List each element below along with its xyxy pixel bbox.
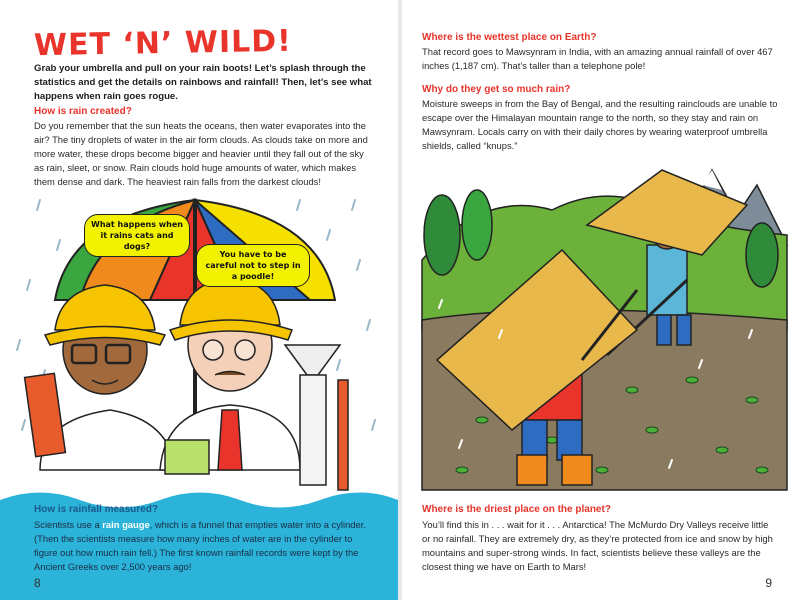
rain-created-heading: How is rain created? [34, 106, 132, 117]
left-page [0, 0, 398, 600]
right-page [402, 0, 800, 600]
why-so-much-rain-heading: Why do they get so much rain? [422, 84, 571, 95]
wettest-place-heading: Where is the wettest place on Earth? [422, 32, 597, 43]
rainfall-measured-heading: How is rainfall measured? [34, 504, 158, 515]
speech-bubble-question: What happens when it rains cats and dogs? [84, 214, 190, 257]
why-so-much-rain-text: Moisture sweeps in from the Bay of Bengal, and the resulting rainclouds are unable to escape over the Himalayan mountain range to the north, so they stay and rain on Mawsynram. Locals carry on with their daily chores by wearing waterproof umbrella shields, called “knups.” [422, 98, 778, 151]
rain-created-text: Do you remember that the sun heats the oceans, then water evaporates into the air? The tiny droplets of water in the air form clouds. As clouds take on more and more water, these drops become bigger and heavier until they fall out of the sky as rain, sleet, or snow. Rain clouds hold huge amounts of water, which makes them dense and dark. The heaviest rain falls from the darkest clouds! [34, 120, 368, 187]
driest-place-text: You’ll find this in . . . wait for it . . . Antarctica! The McMurdo Dry Valleys receive little or no rainfall. They are extremely dry, as they’re protected from ice and snow by high mountains and super-strong winds. In fact, scientists believe these valleys are the closest thing we have on Earth to Mars! [422, 519, 773, 572]
rain-gauge-term: rain gauge [102, 519, 150, 530]
page-number-left: 8 [34, 576, 41, 590]
wettest-place-text: That record goes to Mawsynram in India, with an amazing annual rainfall of over 467 inches (1,187 cm). That’s taller than a telephone pole! [422, 46, 773, 71]
scientist-man [160, 278, 300, 474]
intro-text: Grab your umbrella and pull on your rain boots! Let’s splash through the statistics and get the details on rainbows and rainfall! Then, let’s see what happens when rain goes rogue. [34, 63, 372, 102]
driest-place-heading: Where is the driest place on the planet? [422, 504, 611, 515]
page-title: WET ‘N’ WILD! [33, 23, 293, 64]
scientist-woman [25, 285, 175, 470]
rainfall-text-part: , which is a funnel that empties water into a cylinder. (Then the scientists measure how many inches of water are in the cylinder to figure out how much rain fell.) The first known rainfall records were kept by the Ancient Greeks over 2,500 years ago! [34, 519, 366, 572]
rainfall-measured-text [34, 518, 376, 574]
speech-bubble-answer: You have to be careful not to step in a poodle! [196, 244, 310, 287]
rainfall-text-part: Scientists use a [34, 519, 103, 530]
page-number-right: 9 [765, 576, 772, 590]
